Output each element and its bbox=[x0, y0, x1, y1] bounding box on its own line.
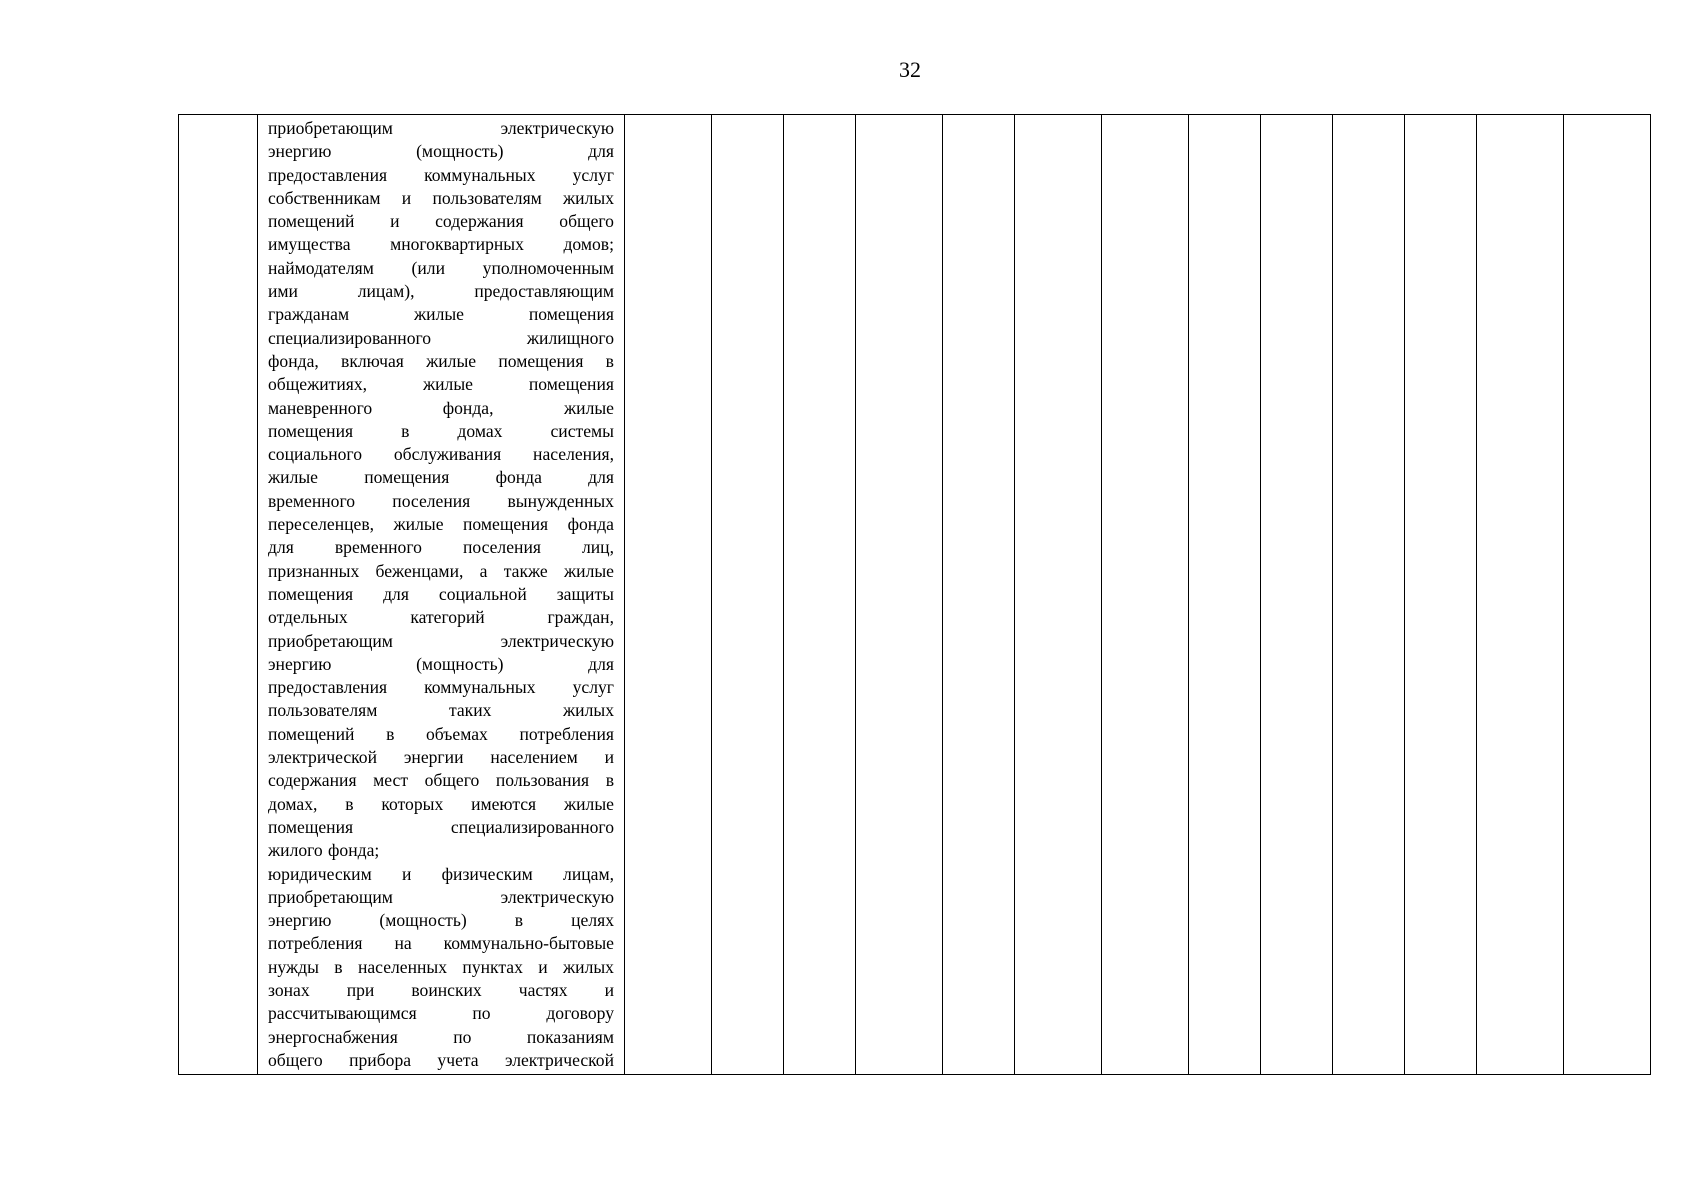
description-word: лицам, bbox=[563, 863, 614, 884]
description-word: жилые bbox=[563, 793, 614, 814]
description-line bbox=[268, 863, 614, 886]
description-word: многоквартирных bbox=[390, 234, 524, 255]
description-word: а bbox=[479, 560, 488, 581]
description-word: маневренного bbox=[268, 397, 373, 418]
description-word: коммунальных bbox=[424, 677, 536, 698]
description-word: коммунально-бытовые bbox=[443, 933, 614, 954]
description-line bbox=[268, 350, 614, 373]
description-word: общего bbox=[559, 211, 614, 232]
description-word: уполномоченным bbox=[482, 257, 614, 278]
description-word: помещения bbox=[364, 467, 450, 488]
description-word: помещения bbox=[528, 374, 614, 395]
description-word: лицам), bbox=[357, 281, 415, 302]
description-line bbox=[268, 886, 614, 909]
description-word: обслуживания bbox=[393, 444, 502, 465]
description-line bbox=[268, 420, 614, 443]
description-word: помещения bbox=[268, 420, 354, 441]
description-word: услуг bbox=[572, 164, 614, 185]
description-word: электрической bbox=[268, 747, 378, 768]
table-row bbox=[179, 115, 1651, 1075]
description-word: (мощность) bbox=[379, 910, 467, 931]
description-word: учета bbox=[437, 1049, 479, 1070]
description-line bbox=[268, 909, 614, 932]
description-word: жилые bbox=[426, 350, 477, 371]
description-word: и bbox=[390, 211, 400, 232]
description-word: (мощность) bbox=[416, 141, 504, 162]
description-word: категорий bbox=[410, 607, 485, 628]
description-word: пользователям bbox=[432, 187, 542, 208]
description-word: потребления bbox=[268, 933, 363, 954]
description-word: граждан, bbox=[547, 607, 614, 628]
value-cell-13 bbox=[1564, 115, 1651, 1075]
description-word: имеются bbox=[471, 793, 537, 814]
description-word: (мощность) bbox=[416, 653, 504, 674]
description-word: специализированного bbox=[450, 816, 614, 837]
value-cell-6 bbox=[1015, 115, 1102, 1075]
description-word: в bbox=[386, 723, 395, 744]
description-line bbox=[268, 210, 614, 233]
description-word: мест bbox=[373, 770, 409, 791]
description-word: фонда bbox=[567, 514, 614, 535]
description-line bbox=[268, 606, 614, 629]
description-word: таких bbox=[448, 700, 492, 721]
description-word: для bbox=[588, 141, 614, 162]
description-line bbox=[268, 257, 614, 280]
description-word: помещения bbox=[463, 514, 549, 535]
description-line bbox=[268, 1026, 614, 1049]
description-word: целях bbox=[571, 910, 614, 931]
description-word: населением bbox=[490, 747, 578, 768]
description-word: в bbox=[401, 420, 410, 441]
description-word: ими bbox=[268, 281, 298, 302]
description-word: жилые bbox=[414, 304, 464, 325]
description-line bbox=[268, 769, 614, 792]
description-word: жилые bbox=[564, 397, 614, 418]
description-word: временного bbox=[268, 490, 356, 511]
description-line bbox=[268, 327, 614, 350]
description-word: беженцами, bbox=[375, 560, 464, 581]
description-word: приобретающим bbox=[268, 118, 393, 138]
description-word: для bbox=[383, 583, 409, 604]
description-line bbox=[268, 956, 614, 979]
description-word: и bbox=[538, 956, 548, 977]
description-word: и bbox=[401, 863, 412, 884]
description-word: предоставления bbox=[268, 164, 388, 185]
description-line bbox=[268, 1002, 614, 1025]
description-word: электрическую bbox=[500, 118, 614, 138]
description-word: помещения bbox=[498, 350, 584, 371]
description-word: и bbox=[604, 747, 614, 768]
description-line bbox=[268, 816, 614, 839]
description-word: населенных bbox=[357, 956, 448, 977]
description-line bbox=[268, 466, 614, 489]
number-cell bbox=[179, 115, 258, 1075]
description-word: содержания bbox=[435, 211, 524, 232]
description-word: приобретающим bbox=[268, 630, 393, 651]
description-word: общего bbox=[268, 1049, 323, 1070]
description-word: лиц, bbox=[581, 537, 614, 558]
description-word: наймодателям bbox=[268, 257, 374, 278]
description-line bbox=[268, 932, 614, 955]
description-word: энергоснабжения bbox=[268, 1026, 398, 1047]
value-cell-5 bbox=[943, 115, 1015, 1075]
description-line bbox=[268, 793, 614, 816]
description-word: помещений bbox=[268, 723, 355, 744]
description-word: фонда, bbox=[442, 397, 494, 418]
value-cell-2 bbox=[712, 115, 784, 1075]
description-word: энергии bbox=[403, 747, 464, 768]
description-word: гражданам bbox=[268, 304, 350, 325]
value-cell-4 bbox=[856, 115, 943, 1075]
description-word: при bbox=[346, 979, 375, 1000]
description-word: домах bbox=[457, 420, 503, 441]
description-word: жилые bbox=[268, 467, 318, 488]
description-word: поселения bbox=[462, 537, 541, 558]
description-line bbox=[268, 397, 614, 420]
description-line bbox=[268, 233, 614, 256]
description-word: пользования bbox=[495, 770, 590, 791]
description-line bbox=[268, 490, 614, 513]
description-word: жилых bbox=[563, 700, 614, 721]
description-word: объемах bbox=[426, 723, 488, 744]
description-line bbox=[268, 536, 614, 559]
description-word: коммунальных bbox=[424, 164, 536, 185]
description-word: в bbox=[605, 770, 614, 791]
description-line bbox=[268, 1049, 614, 1072]
description-line bbox=[268, 560, 614, 583]
description-line bbox=[268, 187, 614, 210]
description-line bbox=[268, 630, 614, 653]
description-word: в bbox=[334, 956, 343, 977]
description-line bbox=[268, 979, 614, 1002]
description-word: на bbox=[394, 933, 412, 954]
description-word: помещения bbox=[268, 583, 354, 604]
description-word: включая bbox=[341, 350, 404, 371]
description-word: электрическую bbox=[500, 886, 614, 907]
description-word: жилого bbox=[268, 840, 323, 861]
description-word: предоставляющим bbox=[474, 281, 614, 302]
description-word: жилых bbox=[563, 187, 614, 208]
description-word: энергию bbox=[268, 141, 332, 162]
description-word: электрическую bbox=[500, 630, 614, 651]
description-word: физическим bbox=[441, 863, 533, 884]
description-line bbox=[268, 373, 614, 396]
description-word: социальной bbox=[438, 583, 527, 604]
description-line bbox=[268, 723, 614, 746]
description-line bbox=[268, 303, 614, 326]
description-word: нужды bbox=[268, 956, 319, 977]
description-word: помещения bbox=[528, 304, 614, 325]
description-word: в bbox=[514, 910, 524, 931]
description-word: потребления bbox=[519, 723, 614, 744]
description-line bbox=[268, 699, 614, 722]
description-word: жилые bbox=[422, 374, 473, 395]
description-word: собственникам bbox=[268, 187, 381, 208]
description-word: для bbox=[268, 537, 294, 558]
description-word: энергию bbox=[268, 910, 332, 931]
description-word: и bbox=[401, 187, 412, 208]
description-word: общего bbox=[424, 770, 480, 791]
value-cell-10 bbox=[1333, 115, 1405, 1075]
value-cell-7 bbox=[1102, 115, 1189, 1075]
description-word: для bbox=[588, 467, 614, 488]
description-word: электрической bbox=[504, 1049, 614, 1070]
description-word: в bbox=[345, 793, 354, 814]
description-line bbox=[268, 164, 614, 187]
description-word: зонах bbox=[268, 979, 310, 1000]
description-word: имущества bbox=[268, 234, 351, 255]
description-word: договору bbox=[546, 1003, 614, 1024]
description-word: (или bbox=[411, 257, 445, 278]
description-word: юридическим bbox=[268, 863, 372, 884]
description-word: и bbox=[604, 979, 614, 1000]
description-word: пунктах bbox=[462, 956, 523, 977]
description-word: социального bbox=[268, 444, 362, 465]
description-line bbox=[268, 839, 614, 862]
description-word: частях bbox=[518, 979, 568, 1000]
description-word: домах, bbox=[268, 793, 318, 814]
description-word: содержания bbox=[268, 770, 357, 791]
description-word: признанных bbox=[268, 560, 360, 581]
description-line bbox=[268, 676, 614, 699]
description-word: населения, bbox=[533, 444, 614, 465]
description-word: предоставления bbox=[268, 677, 388, 698]
description-word: защиты bbox=[556, 583, 614, 604]
description-word: по bbox=[453, 1026, 472, 1047]
value-cell-1 bbox=[625, 115, 712, 1075]
description-line bbox=[268, 140, 614, 163]
description-line bbox=[268, 117, 614, 140]
description-word: общежитиях, bbox=[268, 374, 368, 395]
description-word: энергию bbox=[268, 653, 332, 674]
description-word: в bbox=[605, 350, 614, 371]
description-word: жилых bbox=[563, 956, 614, 977]
value-cell-11 bbox=[1405, 115, 1477, 1075]
description-line bbox=[268, 653, 614, 676]
value-cell-8 bbox=[1189, 115, 1261, 1075]
description-word: системы bbox=[550, 420, 614, 441]
description-word: поселения bbox=[392, 490, 471, 511]
description-word: отдельных bbox=[268, 607, 348, 628]
value-cell-9 bbox=[1261, 115, 1333, 1075]
description-word: также bbox=[503, 560, 548, 581]
description-line bbox=[268, 746, 614, 769]
description-word: по bbox=[472, 1003, 491, 1024]
description-line bbox=[268, 443, 614, 466]
description-word: показаниям bbox=[526, 1026, 614, 1047]
description-word: рассчитывающимся bbox=[268, 1003, 417, 1024]
description-word: для bbox=[588, 653, 614, 674]
description-line bbox=[268, 583, 614, 606]
description-word: домов; bbox=[563, 234, 614, 255]
page-number: 32 bbox=[899, 57, 921, 82]
description-word: жилые bbox=[393, 514, 444, 535]
description-word: прибора bbox=[349, 1049, 412, 1070]
description-word: фонда; bbox=[328, 840, 380, 861]
description-word: помещений bbox=[268, 211, 355, 232]
description-word: приобретающим bbox=[268, 886, 393, 907]
description-word: переселенцев, bbox=[268, 514, 375, 535]
description-word: помещения bbox=[268, 816, 354, 837]
description-word: специализированного bbox=[268, 327, 432, 348]
tariff-table bbox=[178, 114, 1651, 1075]
description-line bbox=[268, 513, 614, 536]
description-text bbox=[268, 117, 614, 1072]
description-word: вынужденных bbox=[507, 490, 614, 511]
value-cell-12 bbox=[1477, 115, 1564, 1075]
description-cell bbox=[258, 115, 625, 1075]
description-line bbox=[268, 280, 614, 303]
description-word: жилищного bbox=[526, 327, 614, 348]
description-word: временного bbox=[334, 537, 422, 558]
description-word: фонда, bbox=[268, 350, 319, 371]
description-word: воинских bbox=[411, 979, 482, 1000]
value-cell-3 bbox=[784, 115, 856, 1075]
description-word: пользователям bbox=[268, 700, 378, 721]
description-word: услуг bbox=[572, 677, 614, 698]
description-word: фонда bbox=[495, 467, 542, 488]
description-word: жилые bbox=[564, 560, 614, 581]
description-word: которых bbox=[381, 793, 444, 814]
